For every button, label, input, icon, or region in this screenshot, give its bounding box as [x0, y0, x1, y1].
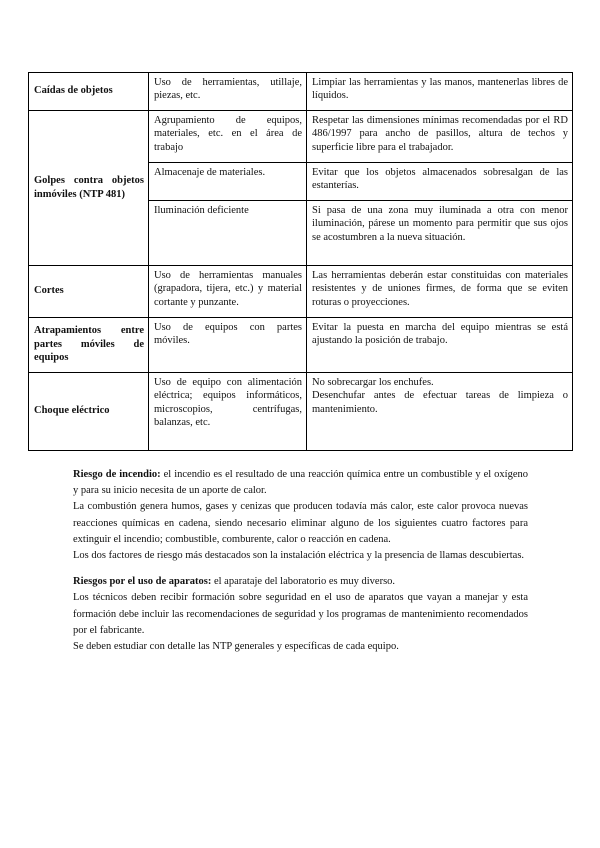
- paragraph-text: el incendio es el resultado de una reacción química entre un combustible y el oxígeno y para su inicio necesita de un aporte de calor.: [73, 469, 528, 497]
- paragraph: [73, 574, 528, 590]
- paragraph: Se deben estudiar con detalle las NTP generales y específicas de cada equipo.: [73, 641, 399, 653]
- measure-line: Desenchufar antes de efectuar tareas de limpieza o mantenimiento.: [312, 390, 568, 415]
- cause-cell: Uso de herramientas manuales (grapadora, tijera, etc.) y material cortante y punzante.: [149, 266, 307, 318]
- paragraph-text: el aparataje del laboratorio es muy diverso.: [211, 576, 396, 588]
- hazard-cell: Cortes: [29, 266, 149, 318]
- cause-cell: Iluminación deficiente: [149, 201, 307, 266]
- paragraph: Los dos factores de riesgo más destacados son la instalación eléctrica y la presencia de llamas descubiertas.: [73, 550, 525, 562]
- measure-cell: Limpiar las herramientas y las manos, mantenerlas libres de líquidos.: [307, 73, 573, 111]
- measure-cell: Evitar la puesta en marcha del equipo mientras se está ajustando la posición de trabajo.: [307, 318, 573, 373]
- paragraph: La combustión genera humos, gases y cenizas que producen todavía más calor, este calor provoca nuevas reacciones químicas en cadena, siendo necesario eliminar alguno de los siguientes cuatro factores para extinguir el incendio; combustible, comburente, calor o reacción en cadena.: [73, 501, 528, 545]
- risk-table: [28, 72, 573, 451]
- paragraph: [73, 467, 528, 499]
- measure-cell: [307, 373, 573, 451]
- table-row: [29, 266, 573, 318]
- section-title: Riesgo de incendio:: [73, 469, 161, 480]
- paragraph: Los técnicos deben recibir formación sobre seguridad en el uso de aparatos que vayan a manejar y esta formación debe incluir las recomendaciones de seguridad y los programas de mantenimiento recomendados por el fabricante.: [73, 592, 528, 636]
- table-row: [29, 318, 573, 373]
- cause-cell: Almacenaje de materiales.: [149, 163, 307, 201]
- table-row: [29, 73, 573, 111]
- table-row: [29, 111, 573, 163]
- hazard-cell: Atrapamientos entre partes móviles de equipos: [29, 318, 149, 373]
- hazard-cell: Choque eléctrico: [29, 373, 149, 451]
- measure-cell: Respetar las dimensiones mínimas recomendadas por el RD 486/1997 para ancho de pasillos, altura de techos y superficie libre para el trabajador.: [307, 111, 573, 163]
- cause-cell: Uso de equipos con partes móviles.: [149, 318, 307, 373]
- hazard-cell: Caídas de objetos: [29, 73, 149, 111]
- body-text: [73, 467, 528, 655]
- table-row: [29, 373, 573, 451]
- measure-cell: Evitar que los objetos almacenados sobresalgan de las estanterías.: [307, 163, 573, 201]
- measure-cell: Las herramientas deberán estar constituidas con materiales resistentes y de uniones firmes, de forma que se eviten roturas o proyecciones.: [307, 266, 573, 318]
- section-title: Riesgos por el uso de aparatos:: [73, 576, 212, 588]
- cause-cell: Agrupamiento de equipos, materiales, etc. en el área de trabajo: [149, 111, 307, 163]
- measure-cell: Si pasa de una zona muy iluminada a otra con menor iluminación, párese un momento para permitir que sus ojos se acostumbren a la nueva situación.: [307, 201, 573, 266]
- cause-cell: Uso de herramientas, utillaje, piezas, etc.: [149, 73, 307, 111]
- measure-line: No sobrecargar los enchufes.: [312, 377, 434, 388]
- cause-cell: Uso de equipo con alimentación eléctrica; equipos informáticos, microscopios, centrífugas, balanzas, etc.: [149, 373, 307, 451]
- hazard-cell: Golpes contra objetos inmóviles (NTP 481): [29, 111, 149, 266]
